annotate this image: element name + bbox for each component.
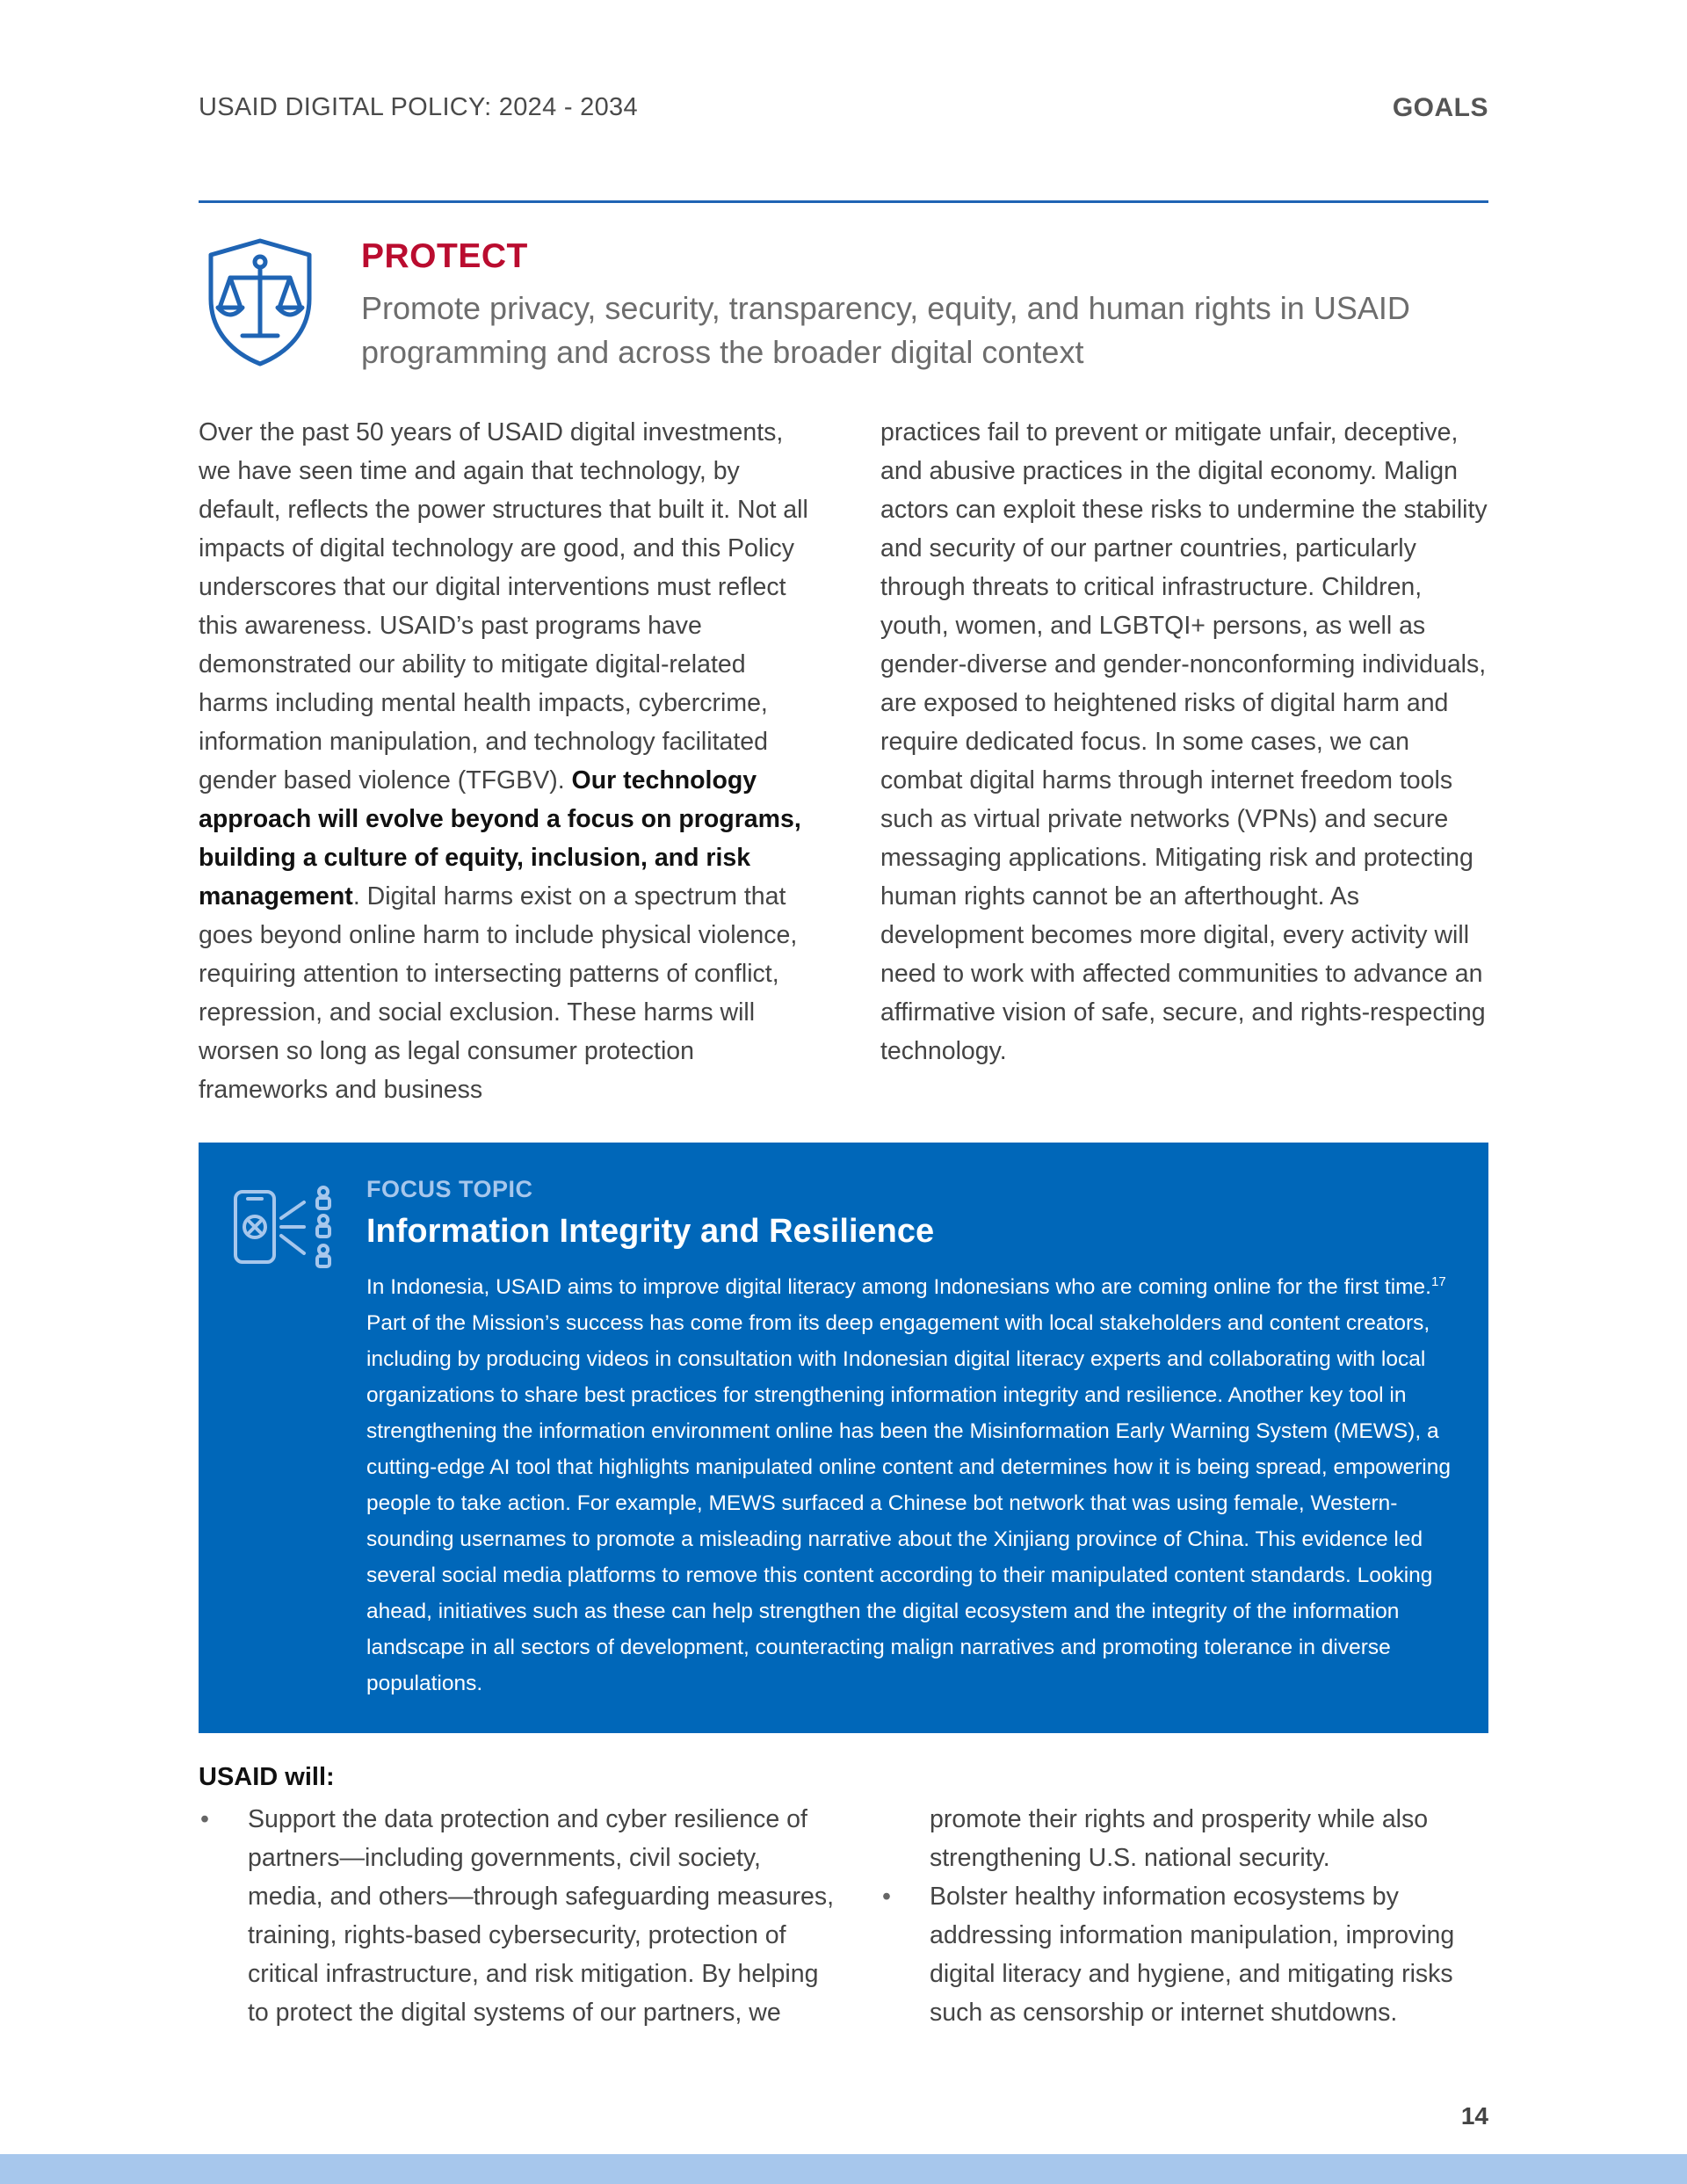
shield-scales-icon bbox=[206, 237, 315, 367]
bullet-marker: • bbox=[882, 1883, 891, 1911]
focus-topic-label: FOCUS TOPIC bbox=[366, 1176, 533, 1202]
running-header-title: USAID DIGITAL POLICY: 2024 - 2034 bbox=[199, 93, 638, 121]
focus-topic-title: Information Integrity and Resilience bbox=[366, 1213, 935, 1250]
section-subtitle: Promote privacy, security, transparency, equity, and human rights in USAID programming and across the broader digital context bbox=[361, 290, 1410, 370]
footnote-ref[interactable]: 17 bbox=[1430, 1273, 1446, 1289]
phone-network-icon bbox=[230, 1183, 339, 1287]
focus-topic-body bbox=[366, 1269, 1452, 1701]
running-header-section: GOALS bbox=[1392, 93, 1488, 122]
body-emphasis: Our technology approach will evolve beyond a focus on programs, building a culture of equity, inclusion, and risk management bbox=[199, 766, 801, 911]
list-item-continuation: promote their rights and prosperity while also strengthening U.S. national security. bbox=[930, 1805, 1429, 1872]
bullet-column-left bbox=[199, 1800, 840, 2032]
focus-body-text: In Indonesia, USAID aims to improve digital literacy among Indonesians who are coming online for the first time. bbox=[366, 1275, 1431, 1299]
usaid-will-heading: USAID will: bbox=[199, 1763, 335, 1791]
section-title: PROTECT bbox=[361, 237, 528, 275]
body-column-right bbox=[880, 413, 1495, 1070]
body-text: practices fail to prevent or mitigate unfair, deceptive, and abusive practices in the digital economy. Malign actors can exploit these risks to undermine the stability and security of our partner countries, particularly through threats to critical infrastructure. Children, youth, women, and LGBTQI+ persons, as well as gender-diverse and gender-nonconforming individuals, are exposed to heightened risks of digital harm and require dedicated focus. In some cases, we can combat digital harms through internet freedom tools such as virtual private networks (VPNs) and secure messaging applications. Mitigating risk and protecting human rights cannot be an afterthought. As development becomes more digital, every activity will need to work with affected communities to advance an affirmative vision of safe, secure, and rights-respecting technology. bbox=[880, 418, 1488, 1065]
bullet-column-right bbox=[880, 1800, 1495, 2032]
body-column-left bbox=[199, 413, 814, 1109]
body-text: Over the past 50 years of USAID digital investments, we have seen time and again that technology, by default, reflects the power structures that built it. Not all impacts of digital technology are good, and this Policy underscores that our digital interventions must reflect this awareness. USAID’s past programs have demonstrated our ability to mitigate digital-related harms including mental health impacts, cybercrime, information manipulation, and technology facilitated gender based violence (TFGBV). bbox=[199, 418, 808, 795]
page-number: 14 bbox=[1460, 2102, 1488, 2130]
list-item bbox=[880, 1877, 1495, 2032]
bullet-text: Support the data protection and cyber resilience of partners—including governments, civil society, media, and others—through safeguarding measures, training, rights-based cybersecurity, protection of critical infrastructure, and risk mitigation. By helping to protect the digital systems of our partners, we bbox=[248, 1805, 834, 2027]
footer-band bbox=[0, 2154, 1687, 2184]
body-text: . Digital harms exist on a spectrum that goes beyond online harm to include physical violence, requiring attention to intersecting patterns of conflict, repression, and social exclusion. These harms will worsen so long as legal consumer protection frameworks and business bbox=[199, 882, 798, 1104]
list-item bbox=[199, 1800, 840, 2032]
header-divider bbox=[199, 200, 1488, 203]
bullet-text: Bolster healthy information ecosystems by addressing information manipulation, improving digital literacy and hygiene, and mitigating risks such as censorship or internet shutdowns. bbox=[930, 1883, 1455, 2027]
bullet-marker: • bbox=[200, 1805, 209, 1833]
focus-body-text: Part of the Mission’s success has come from its deep engagement with local stakeholders and content creators, including by producing videos in consultation with Indonesian digital literacy experts and collaborating with local organizations to share best practices for strengthening information integrity and resilience. Another key tool in strengthening the information environment online has been the Misinformation Early Warning System (MEWS), a cutting-edge AI tool that highlights manipulated online content and determines how it is being spread, empowering people to take action. For example, MEWS surfaced a Chinese bot network that was using female, Western-sounding usernames to promote a misleading narrative about the Xinjiang province of China. This evidence led several social media platforms to remove this content according to their manipulated content standards. Looking ahead, initiatives such as these can help strengthen the digital ecosystem and the integrity of the information landscape in all sectors of development, counteracting malign narratives and promoting tolerance in diverse populations. bbox=[366, 1311, 1451, 1695]
